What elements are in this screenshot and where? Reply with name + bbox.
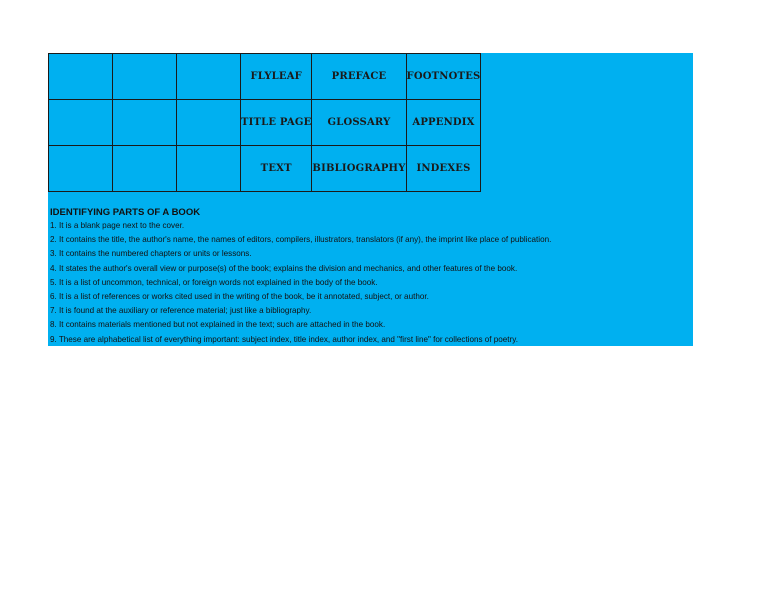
grid-row bbox=[49, 100, 481, 146]
grid-cell[interactable] bbox=[177, 146, 241, 192]
list-item: 6. It is a list of references or works cited used in the writing of the book, be it annotated, subject, or author. bbox=[50, 292, 429, 302]
grid-cell-title-page[interactable]: TITLE PAGE bbox=[241, 100, 312, 146]
list-item: 2. It contains the title, the author's name, the names of editors, compilers, illustrators, translators (if any), the imprint like place of publication. bbox=[50, 235, 552, 245]
grid-cell[interactable] bbox=[49, 54, 113, 100]
grid-row bbox=[49, 54, 481, 100]
grid-cell[interactable] bbox=[177, 100, 241, 146]
grid-cell-preface[interactable]: PREFACE bbox=[312, 54, 406, 100]
grid-cell[interactable] bbox=[49, 146, 113, 192]
worksheet bbox=[48, 53, 693, 346]
grid-cell-appendix[interactable]: APPENDIX bbox=[406, 100, 481, 146]
grid-cell[interactable] bbox=[113, 146, 177, 192]
grid-cell-footnotes[interactable]: FOOTNOTES bbox=[406, 54, 481, 100]
grid-cell-flyleaf[interactable]: FLYLEAF bbox=[241, 54, 312, 100]
word-grid bbox=[48, 53, 481, 192]
list-item: 4. It states the author's overall view or purpose(s) of the book; explains the division and mechanics, and other features of the book. bbox=[50, 263, 518, 273]
list-item: 8. It contains materials mentioned but not explained in the text; such are attached in the book. bbox=[50, 320, 386, 330]
grid-cell-text[interactable]: TEXT bbox=[241, 146, 312, 192]
list-item: 9. These are alphabetical list of everything important: subject index, title index, author index, and "first line" for collections of poetry. bbox=[50, 334, 518, 344]
grid-cell[interactable] bbox=[177, 54, 241, 100]
grid-cell[interactable] bbox=[113, 54, 177, 100]
grid-cell[interactable] bbox=[49, 100, 113, 146]
grid-cell[interactable] bbox=[113, 100, 177, 146]
list-item: 5. It is a list of uncommon, technical, or foreign words not explained in the body of the book. bbox=[50, 277, 378, 287]
section-heading: IDENTIFYING PARTS OF A BOOK bbox=[50, 207, 201, 218]
list-item: 1. It is a blank page next to the cover. bbox=[50, 221, 185, 230]
list-item: 7. It is found at the auxiliary or reference material; just like a bibliography. bbox=[50, 306, 312, 316]
list-item: 3. It contains the numbered chapters or units or lessons. bbox=[50, 249, 252, 259]
grid-row bbox=[49, 146, 481, 192]
grid-cell-bibliography[interactable]: BIBLIOGRAPHY bbox=[312, 146, 406, 192]
questions-block bbox=[50, 206, 690, 347]
grid-cell-glossary[interactable]: GLOSSARY bbox=[312, 100, 406, 146]
grid-cell-indexes[interactable]: INDEXES bbox=[406, 146, 481, 192]
